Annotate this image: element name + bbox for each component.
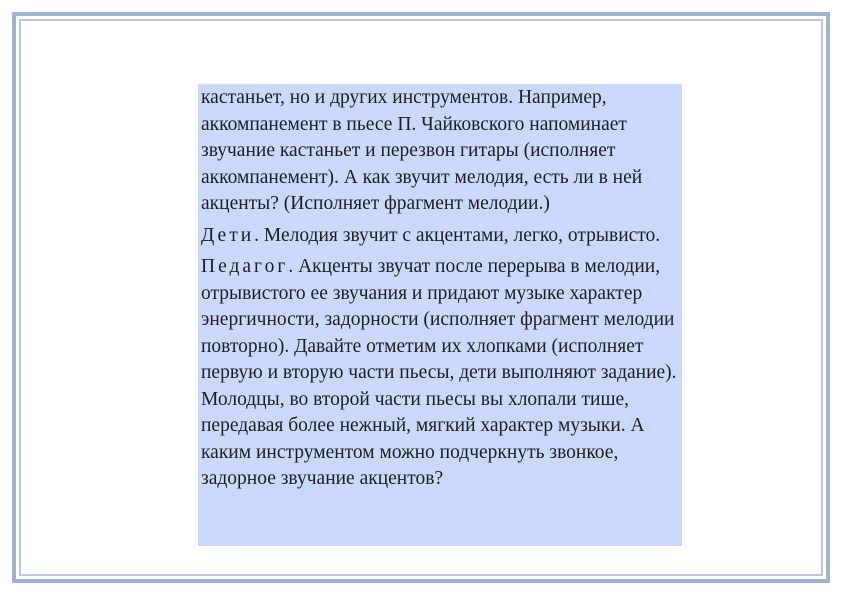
text-box (198, 84, 682, 546)
paragraph-intro (201, 85, 680, 218)
paragraph-text: . Мелодия звучит с акцентами, легко, отрывисто. (254, 224, 661, 246)
paragraph-text: . Акценты звучат после перерыва в мелодии, отрывистого ее звучания и придают музыке характер энергичности, задорности (исполняет фрагмент мелодии повторно). Давайте отметим их хлопками (исполняет первую и вторую части пьесы, дети выполняют задание). Молодцы, во второй части пьесы вы хлопали тише, передавая более нежный, мягкий характер музыки. А каким инструментом можно подчеркнуть звонкое, задорное звучание акцентов? (201, 256, 677, 489)
speaker-teacher: Педагог (201, 256, 289, 277)
paragraph-children (201, 223, 680, 250)
speaker-children: Дети (201, 224, 255, 246)
paragraph-teacher (201, 254, 680, 493)
paragraph-text: кастаньет, но и других инструментов. Например, аккомпанемент в пьесе П. Чайковского напоминает звучание кастаньет и перезвон гитары (исполняет аккомпанемент). А как звучит мелодия, есть ли в ней акценты? (Исполняет фрагмент мелодии.) (201, 87, 643, 214)
